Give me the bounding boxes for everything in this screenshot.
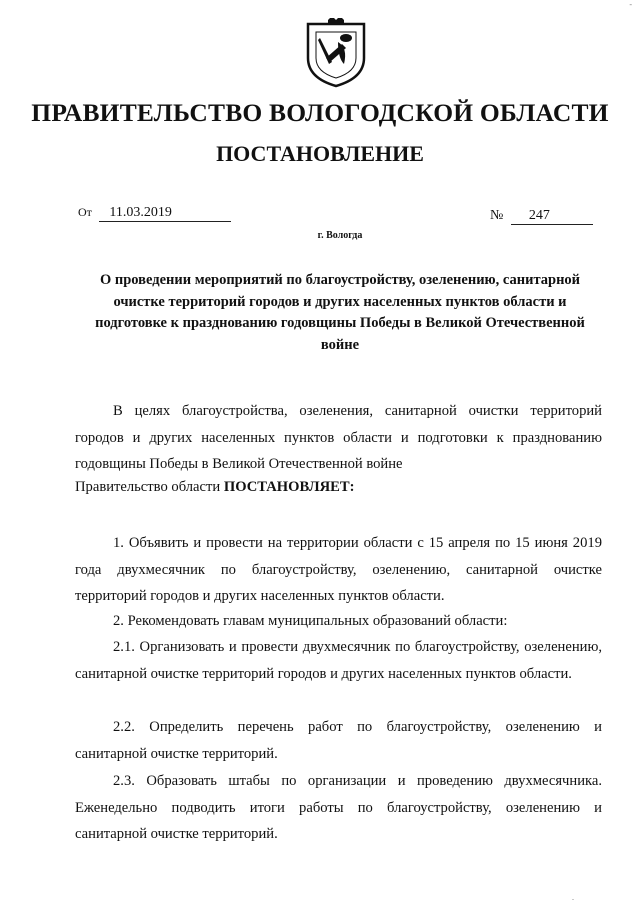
date-field <box>78 205 231 222</box>
document-type: ПОСТАНОВЛЕНИЕ <box>216 141 424 166</box>
resolves-word: ПОСТАНОВЛЯЕТ: <box>223 479 355 495</box>
government-title: ПРАВИТЕЛЬСТВО ВОЛОГОДСКОЙ ОБЛАСТИ <box>31 98 609 127</box>
item-2: 2. Рекомендовать главам муниципальных образований области: <box>113 613 508 629</box>
scan-mark: - <box>629 0 632 9</box>
scan-mark-bottom: . <box>572 893 574 902</box>
resolves-line <box>75 474 602 501</box>
resolves-prefix: Правительство области <box>75 479 221 495</box>
coat-of-arms-icon <box>302 18 370 90</box>
item-2-3: 2.3. Образовать штабы по организации и проведению двухмесячника. Еженедельно подводить итоги работы по благоустройству, озеленению и санитарной очистке территорий. <box>75 773 602 842</box>
item-2-1: 2.1. Организовать и провести двухмесячник по благоустройству, озеленению, санитарной очистке территорий городов и других населенных пунктов области. <box>75 639 602 682</box>
number-value: 247 <box>511 208 593 225</box>
date-value: 11.03.2019 <box>99 205 231 222</box>
city-label: г. Вологда <box>317 230 363 241</box>
document-subject: О проведении мероприятий по благоустройству, озеленению, санитарной очистке территорий городов и других населенных пунктов области и подготовке к празднованию годовщины Победы в Великой Отечественной войне <box>95 272 585 353</box>
number-prefix: № <box>490 208 504 223</box>
preamble: В целях благоустройства, озеленения, санитарной очистки территорий городов и других населенных пунктов области и подготовки к празднованию годовщины Победы в Великой Отечественной войне <box>75 403 602 472</box>
item-2-2: 2.2. Определить перечень работ по благоустройству, озеленению и санитарной очистке территорий. <box>75 719 602 762</box>
date-prefix: От <box>78 205 92 219</box>
number-field <box>490 208 593 225</box>
item-1: 1. Объявить и провести на территории области с 15 апреля по 15 июня 2019 года двухмесячник по благоустройству, озеленению, санитарной очистке территорий городов и других населенных пунктов области. <box>75 535 602 604</box>
